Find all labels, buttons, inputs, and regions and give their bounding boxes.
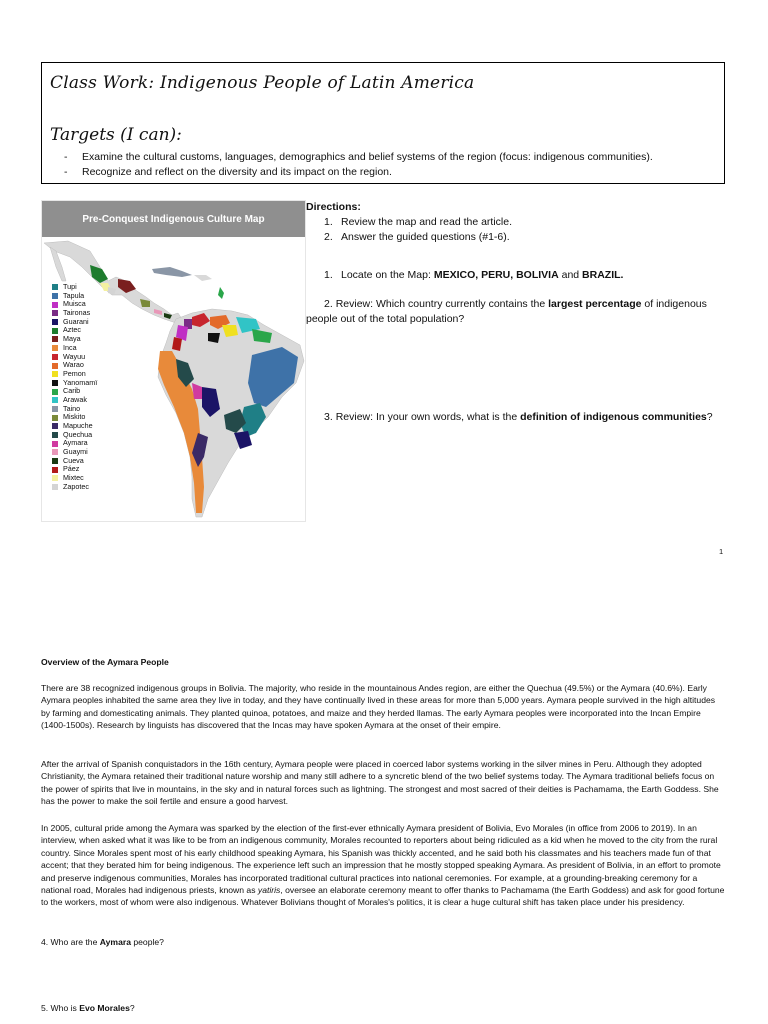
legend-label: Tapula: [63, 290, 85, 300]
legend-label: Miskito: [63, 412, 86, 422]
legend-label: Muisca: [63, 299, 86, 309]
legend-label: Taironas: [63, 308, 91, 318]
list-number: 2.: [324, 231, 333, 243]
legend-swatch: [52, 328, 58, 334]
legend-label: Carib: [63, 386, 81, 396]
legend-label: Warao: [63, 360, 84, 370]
legend-label: Taino: [63, 403, 81, 413]
question-2-bold: largest percentage: [548, 298, 642, 310]
question-2-prefix: Review: Which country currently contains the: [335, 298, 549, 310]
legend-swatch: [52, 458, 58, 464]
legend-label: Cueva: [63, 455, 84, 465]
question-number: 3.: [324, 411, 333, 423]
tapula-region: [248, 347, 298, 407]
directions-list: [306, 215, 726, 245]
question-1-prefix: Locate on the Map:: [341, 269, 434, 281]
question-3-suffix: ?: [706, 411, 713, 423]
article-paragraph-2: After the arrival of Spanish conquistadors in the 16th century, Aymara people were placed in coerced labor systems working in the silver mines in Peru. Although they adopted Christianity, the Aymara retained their traditional nature worship and many still adhere to a syncretic blend of the two belief systems today. The Aymara traditional beliefs focus on the power of spirits that live in mountains, in the sky and in natural forces such as lightning. The strongest and most sacred of their deities is Pachamama, the Earth Goddess. She has the power to make the soil fertile and ensure a good harvest.: [41, 759, 719, 807]
list-number: 1.: [324, 216, 333, 228]
question-5-suffix: ?: [129, 1003, 135, 1013]
legend-label: Arawak: [63, 394, 87, 404]
article-paragraph-3: [41, 822, 726, 909]
question-2-suffix: of indigenous people out of the total population?: [306, 298, 707, 325]
page-number: 1: [719, 547, 724, 556]
legend-swatch: [52, 284, 58, 290]
legend-label: Aztec: [63, 325, 81, 335]
legend-label: Guarani: [63, 316, 89, 326]
caribbean-islands: [194, 275, 212, 281]
article-paragraph-3-italic: yatiris: [257, 885, 281, 896]
question-1: [306, 268, 726, 283]
question-5-bold: Evo Morales: [79, 1003, 130, 1013]
legend-swatch: [52, 441, 58, 447]
legend-swatch: [52, 371, 58, 377]
legend-swatch: [52, 475, 58, 481]
target-item: [64, 165, 714, 180]
carib-islands: [218, 287, 224, 299]
legend-label: Inca: [63, 342, 77, 352]
target-text: Recognize and reflect on the diversity and its impact on the region.: [82, 166, 392, 178]
legend-swatch: [52, 432, 58, 438]
question-4-prefix: 4. Who are the: [41, 937, 100, 947]
legend-swatch: [52, 336, 58, 342]
legend-swatch: [52, 302, 58, 308]
culture-map-figure: [41, 200, 306, 522]
map-title: Pre-Conquest Indigenous Culture Map: [42, 201, 305, 237]
legend-swatch: [52, 423, 58, 429]
question-3-prefix: Review: In your own words, what is the: [335, 411, 521, 423]
question-1-line: [324, 268, 726, 283]
legend-swatch: [52, 467, 58, 473]
directions-item: [324, 215, 726, 230]
legend-label: Tupi: [63, 282, 77, 291]
directions-block: [306, 200, 726, 245]
directions-item-text: Answer the guided questions (#1-6).: [341, 231, 510, 243]
question-number: 1.: [324, 269, 333, 281]
map-legend: [52, 283, 97, 492]
legend-label: Yanomamï: [63, 377, 98, 387]
legend-label: Pemon: [63, 368, 86, 378]
question-1-and: and: [558, 269, 583, 281]
article-paragraph-3-b: , oversee an elaborate ceremony meant to offer thanks to Pachamama (the Earth Goddess) and ask for good fortune to the workers, most of whom were also indigenous. Whatever Bolivians thought of Morales's politics, it is clear a huge cultural shift has taken place under his presidency.: [41, 885, 725, 908]
legend-swatch: [52, 389, 58, 395]
directions-heading: Directions:: [306, 201, 361, 213]
worksheet-title: Class Work: Indigenous People of Latin America: [50, 73, 475, 93]
question-3-bold: definition of indigenous communities: [520, 411, 707, 423]
legend-swatch: [52, 363, 58, 369]
legend-swatch: [52, 406, 58, 412]
legend-swatch: [52, 319, 58, 325]
legend-label: Páez: [63, 464, 80, 474]
targets-heading: Targets (I can):: [50, 125, 182, 145]
legend-swatch: [52, 397, 58, 403]
legend-label: Maya: [63, 334, 81, 344]
legend-label: Quechua: [63, 429, 93, 439]
targets-list: [64, 150, 714, 180]
legend-label: Guaymi: [63, 447, 88, 457]
target-text: Examine the cultural customs, languages, demographics and belief systems of the region (focus: indigenous communities).: [82, 151, 653, 163]
article-title: Overview of the Aymara People: [41, 657, 169, 667]
legend-swatch: [52, 345, 58, 351]
question-4-suffix: people?: [130, 937, 164, 947]
legend-swatch: [52, 354, 58, 360]
question-3: [306, 410, 746, 425]
legend-label: Zapotec: [63, 481, 89, 491]
taino-islands: [152, 267, 192, 277]
legend-label: Mixtec: [63, 473, 84, 483]
target-item: [64, 150, 714, 165]
question-2: [306, 297, 726, 327]
question-5: [41, 1003, 135, 1013]
question-5-prefix: 5. Who is: [41, 1003, 80, 1013]
legend-swatch: [52, 380, 58, 386]
list-dash: -: [64, 166, 68, 178]
legend-swatch: [52, 310, 58, 316]
question-1-row: [306, 268, 726, 283]
legend-label: Wayuu: [63, 351, 86, 361]
legend-label: Aymara: [63, 438, 88, 448]
question-4-bold: Aymara: [99, 937, 131, 947]
question-number: 2.: [324, 298, 333, 310]
question-4: [41, 937, 164, 947]
directions-item: [324, 230, 726, 245]
header-box: [41, 62, 725, 184]
question-1-last: BRAZIL.: [582, 269, 624, 281]
article-paragraph-1: There are 38 recognized indigenous groups in Bolivia. The majority, who reside in the mountainous Andes region, are either the Quechua (49.5%) or the Aymara (40.6%). Early Aymara peoples inhabited the same area they live in today, and they have continually lived in these areas for more than 5,000 years. Aymara people survived in the high altitudes by farming and domesticating animals. They planted quinoa, potatoes, and maize and they herded llamas. The early Aymara peoples were incorporated into the Incan Empire (1400-1500s). Research by linguists has discovered that the Incas may have spoken Aymara at the onset of their empire.: [41, 683, 716, 731]
legend-swatch: [52, 449, 58, 455]
legend-label: Mapuche: [63, 421, 93, 430]
question-1-places: MEXICO, PERU, BOLIVIA: [433, 269, 559, 281]
article-paragraph-3-a: In 2005, cultural pride among the Aymara was sparked by the election of the first-ever ethnically Aymara president of Bolivia, Evo Morales (in office from 2006 to 2019). In an interview, when asked what it was like to be from an indigenous community, Morales recounted to reporters about being ridiculed as a kid when he moved to the city from the rural country. Since Morales spent most of his early childhood speaking Aymara, his Spanish was thickly accented, and he said both his classmates and his teachers made fun of that accent; that they berated him for being indigenous. The experience left such an impression that he mostly stopped speaking Aymara. As president of Bolivia, in an effort to promote and preserve indigenous communities, Morales has incorporated traditional cultural practices into national ceremonies. For example, at a grounding-breaking ceremony for a national road, Morales had indigenous priests, known as: [41, 823, 721, 896]
directions-item-text: Review the map and read the article.: [341, 216, 513, 228]
list-dash: -: [64, 151, 68, 163]
legend-row: [52, 483, 97, 492]
legend-swatch: [52, 484, 58, 490]
legend-swatch: [52, 293, 58, 299]
legend-swatch: [52, 415, 58, 421]
